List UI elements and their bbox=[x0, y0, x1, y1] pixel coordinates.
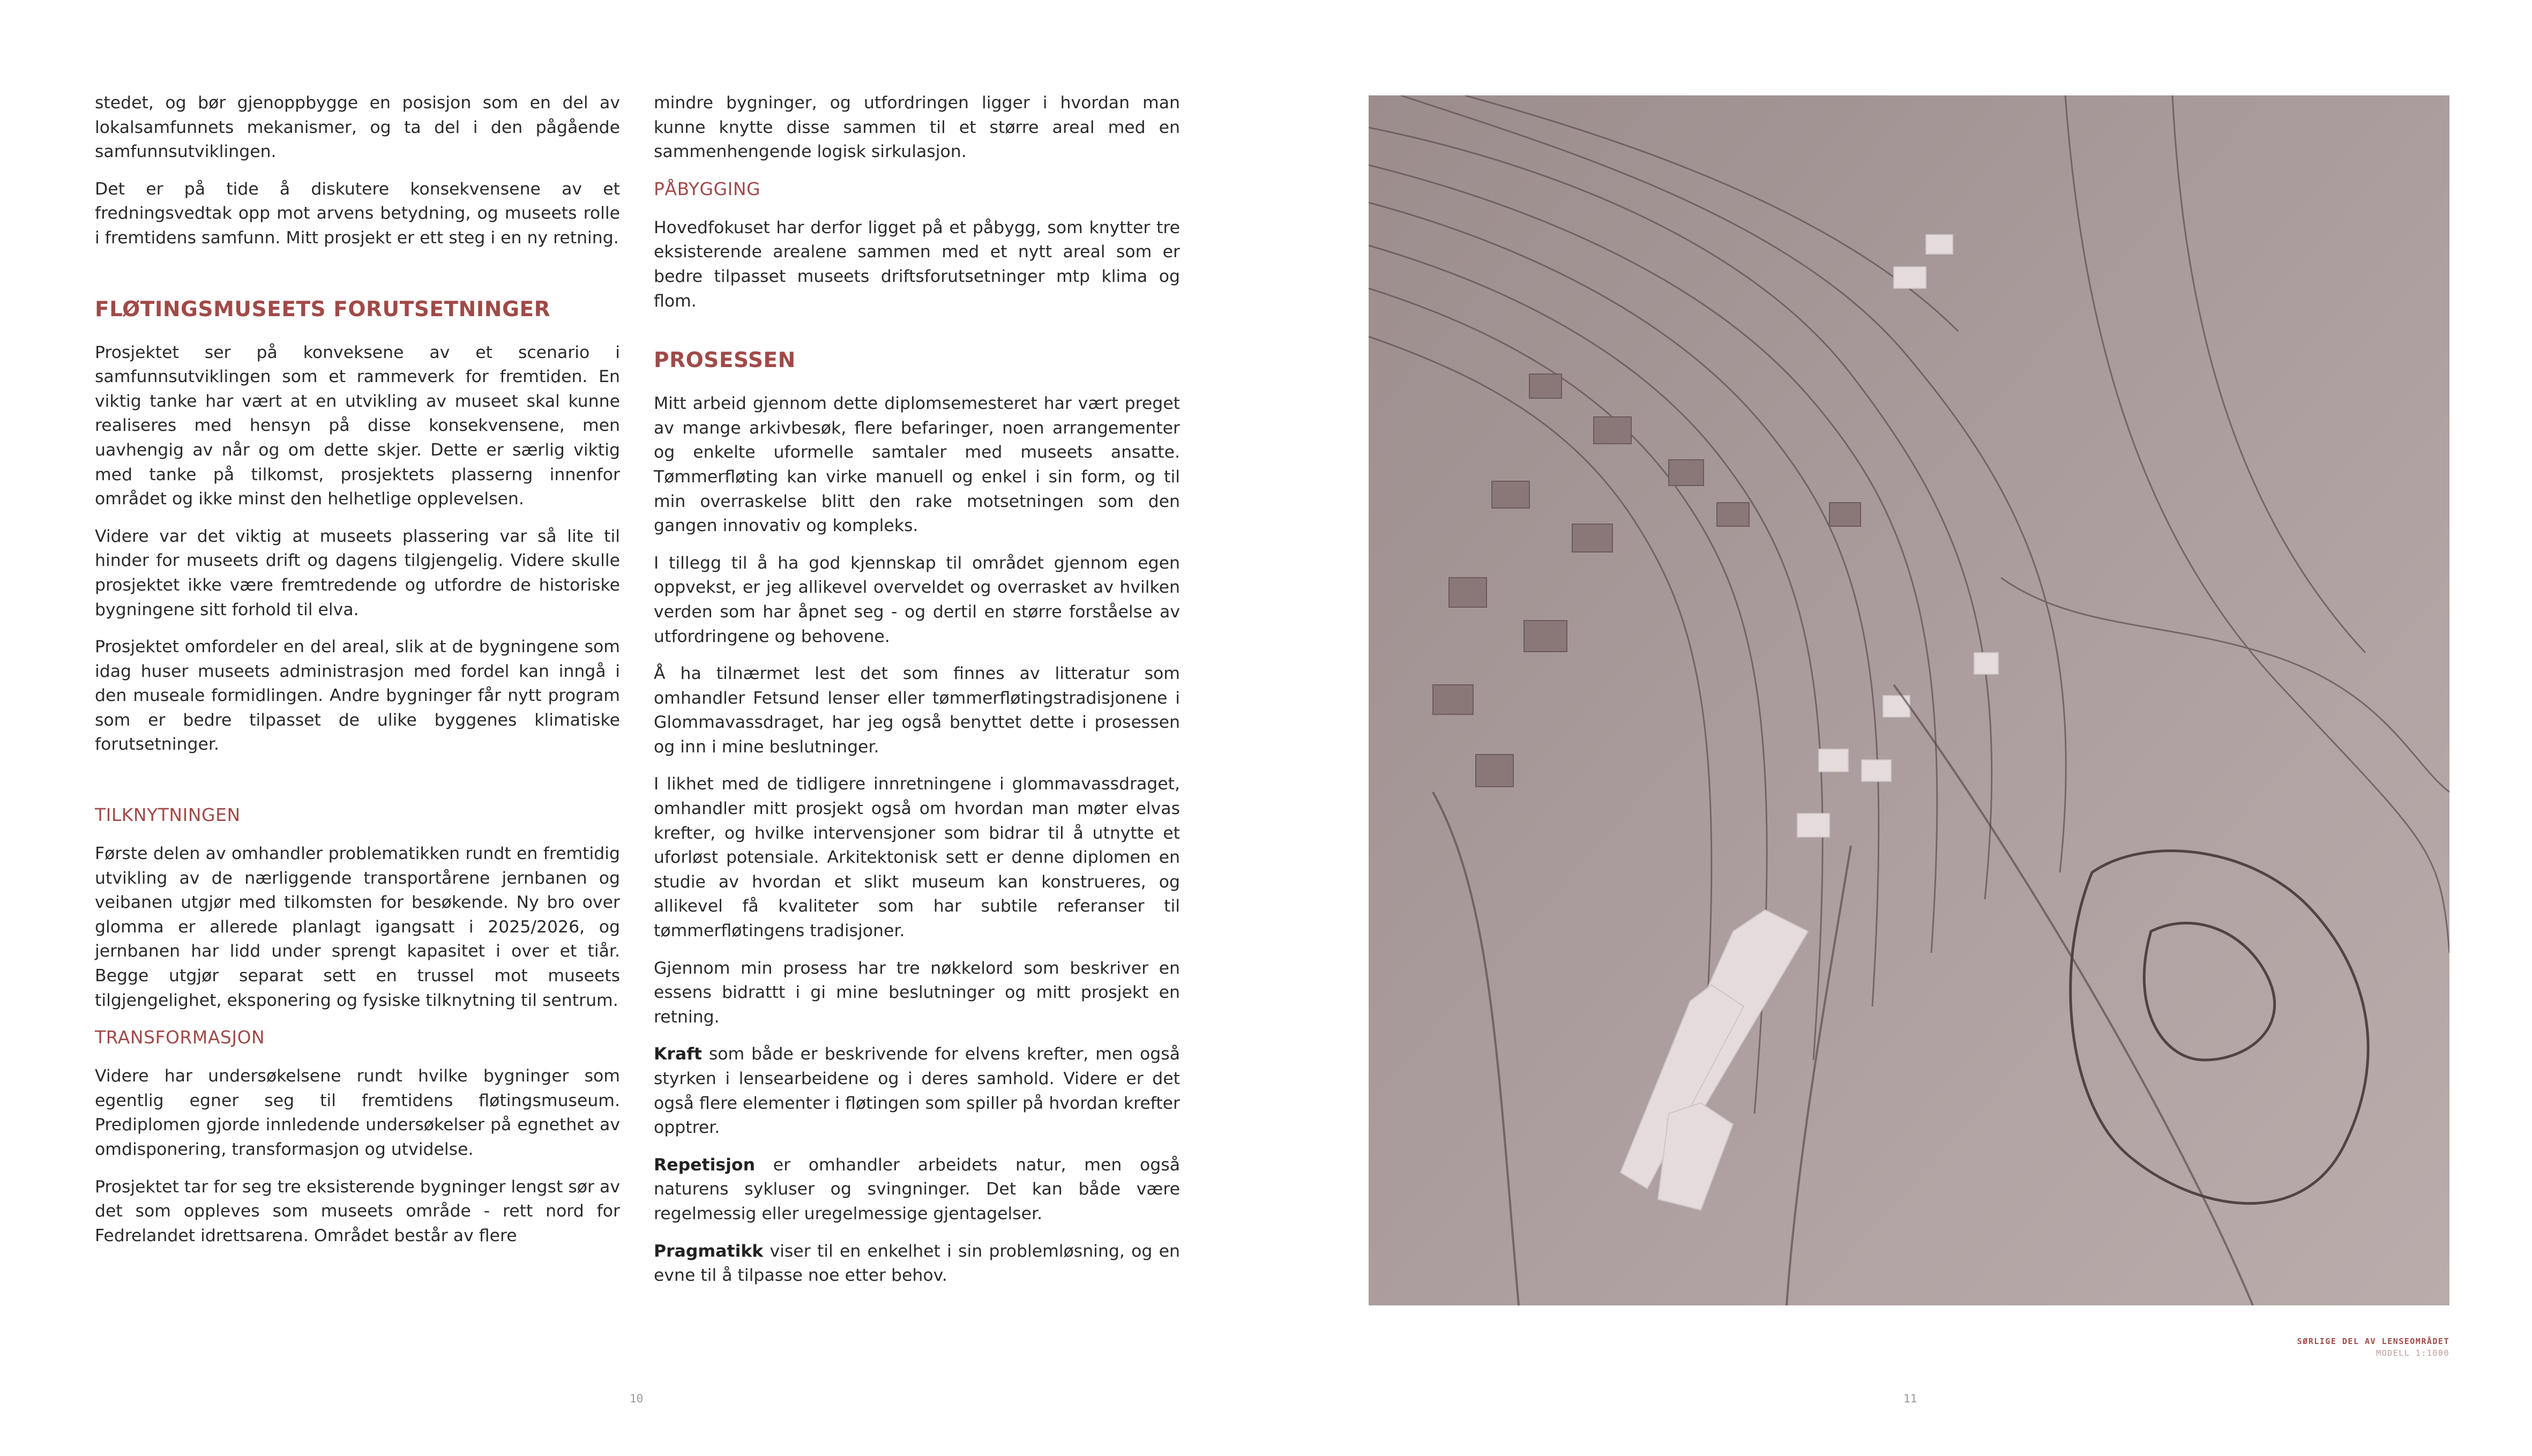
paragraph: Hovedfokuset har derfor ligget på et påbygg, som knytter tre eksisterende arealene sammen med et nytt areal som er bedre tilpasset museets driftsforutsetninger mtp klima og flom. bbox=[654, 218, 1180, 311]
keyword-repetisjon: Repetisjon bbox=[654, 1155, 755, 1175]
paragraph: mindre bygninger, og utfordringen ligger i hvordan man kunne knytte disse sammen til et større areal med en sammenhengende logisk sirkulasjon. bbox=[654, 93, 1180, 162]
caption-scale: MODELL 1:1000 bbox=[2376, 1348, 2449, 1358]
text-column-1 bbox=[95, 91, 620, 1261]
keyword-kraft: Kraft bbox=[654, 1044, 702, 1064]
keyword-paragraph-kraft bbox=[654, 1042, 1180, 1140]
keyword-text: som både er beskrivende for elvens krefter, men også styrken i lensearbeidene og i deres samhold. Videre er det også flere elementer i fløtingen som spiller på hvordan krefter opptrer. bbox=[654, 1044, 1180, 1138]
paragraph: Videre var det viktig at museets plassering var så lite til hinder for museets drift og dagens tilgjengelig. Videre skulle prosjektet ikke være fremtredende og utfordre de historiske bygningene sitt forhold til elva. bbox=[95, 526, 620, 619]
site-model-illustration bbox=[1369, 95, 2449, 1305]
keyword-text: er omhandler arbeidets natur, men også naturens sykluser og svingninger. Det kan både være regelmessig eller uregelmessige gjentagelser. bbox=[654, 1155, 1180, 1223]
subheading-pabygging: PÅBYGGING bbox=[654, 178, 761, 199]
paragraph: Å ha tilnærmet lest det som finnes av litteratur som omhandler Fetsund lenser eller tømmerfløtingstradisjonene i Glommavassdraget, har jeg også benyttet dette i prosessen og inn i mine beslutninger. bbox=[654, 664, 1180, 757]
paragraph: Prosjektet ser på konveksene av et scenario i samfunnsutviklingen som et rammeverk for fremtiden. En viktig tanke har vært at en utvikling av museet skal kunne realiseres med hensyn på disse konsekvensene, men uavhengig av når og om dette skjer. Dette er særlig viktig med tanke på tilkomst, prosjektets plasserng innenfor området og ikke minst den helhetlige opplevelsen. bbox=[95, 342, 620, 509]
paragraph: Prosjektet tar for seg tre eksisterende bygninger lengst sør av det som oppleves som museets område - rett nord for Fedrelandet idrettsarena. Området består av flere bbox=[95, 1177, 620, 1245]
keyword-paragraph-repetisjon bbox=[654, 1153, 1180, 1227]
text-column-2 bbox=[654, 91, 1180, 1301]
paragraph: Gjennom min prosess har tre nøkkelord som beskriver en essens bidrattt i gi mine beslutninger og mitt prosjekt en retning. bbox=[654, 958, 1180, 1027]
keyword-pragmatikk: Pragmatikk bbox=[654, 1241, 764, 1261]
keyword-text: viser til en enkelhet i sin problemløsning, og en evne til å tilpasse noe etter behov. bbox=[654, 1241, 1180, 1286]
subheading-transformasjon: TRANSFORMASJON bbox=[95, 1027, 265, 1048]
section-heading-prosessen: PROSESSEN bbox=[654, 348, 796, 373]
paragraph: Prosjektet omfordeler en del areal, slik at de bygningene som idag huser museets administrasjon med fordel kan inngå i den museale formidlingen. Andre bygninger får nytt program som er bedre tilpasset de ulike byggenes klimatiske forutsetninger. bbox=[95, 637, 620, 755]
page-number-left: 10 bbox=[630, 1392, 644, 1405]
page-number-right: 11 bbox=[1903, 1392, 1917, 1405]
paragraph: Det er på tide å diskutere konsekvensene av et fredningsvedtak opp mot arvens betydning, og museets rolle i fremtidens samfunn. Mitt prosjekt er ett steg i en ny retning. bbox=[95, 179, 620, 248]
subheading-tilknytningen: TILKNYTNINGEN bbox=[95, 804, 241, 826]
paragraph: stedet, og bør gjenoppbygge en posisjon som en del av lokalsamfunnets mekanismer, og ta del i den pågående samfunnsutviklingen. bbox=[95, 93, 620, 162]
paragraph: Første delen av omhandler problematikken rundt en fremtidig utvikling av de nærliggende transportårene jernbanen og veibanen utgjør med tilkomsten for besøkende. Ny bro over glomma er allerede planlagt igangsatt i 2025/2026, og jernbanen har lidd under sprengt kapasitet i over et tiår. Begge utgjør separat sett en trussel mot museets tilgjengelighet, eksponering og fysiske tilknytning til sentrum. bbox=[95, 844, 620, 1010]
section-heading-forutsetninger: FLØTINGSMUSEETS FORUTSETNINGER bbox=[95, 297, 551, 322]
paragraph: I tillegg til å ha god kjennskap til området gjennom egen oppvekst, er jeg allikevel overveldet og overrasket av hvilken verden som har åpnet seg - og dertil en større forståelse av utfordringene og behovene. bbox=[654, 553, 1180, 646]
keyword-paragraph-pragmatikk bbox=[654, 1240, 1180, 1288]
paragraph: Mitt arbeid gjennom dette diplomsemesteret har vært preget av mange arkivbesøk, flere befaringer, noen arrangementer og enkelte uformelle samtaler med museets ansatte. Tømmerfløting kan virke manuell og enkel i sin form, og til min overraskelse blitt den rake motsetningen som den gangen innovativ og kompleks. bbox=[654, 394, 1180, 536]
site-model-photo bbox=[1369, 95, 2449, 1305]
paragraph: Videre har undersøkelsene rundt hvilke bygninger som egentlig egner seg til fremtidens fløtingsmuseum. Prediplomen gjorde innledende undersøkelser på egnethet av omdisponering, transformasjon og utvidelse. bbox=[95, 1066, 620, 1159]
caption-title: SØRLIGE DEL AV LENSEOMRÅDET bbox=[2297, 1336, 2449, 1346]
photo-caption bbox=[2297, 1335, 2449, 1359]
paragraph: I likhet med de tidligere innretningene i glommavassdraget, omhandler mitt prosjekt også om hvordan man møter elvas krefter, og hvilke intervensjoner som bidrar til å utnytte et uforløst potensiale. Arkitektonisk sett er denne diplomen en studie av hvordan et slikt museum kan konstrueres, og allikevel få kvaliteter som har subtile referanser til tømmerfløtingens tradisjoner. bbox=[654, 774, 1180, 941]
